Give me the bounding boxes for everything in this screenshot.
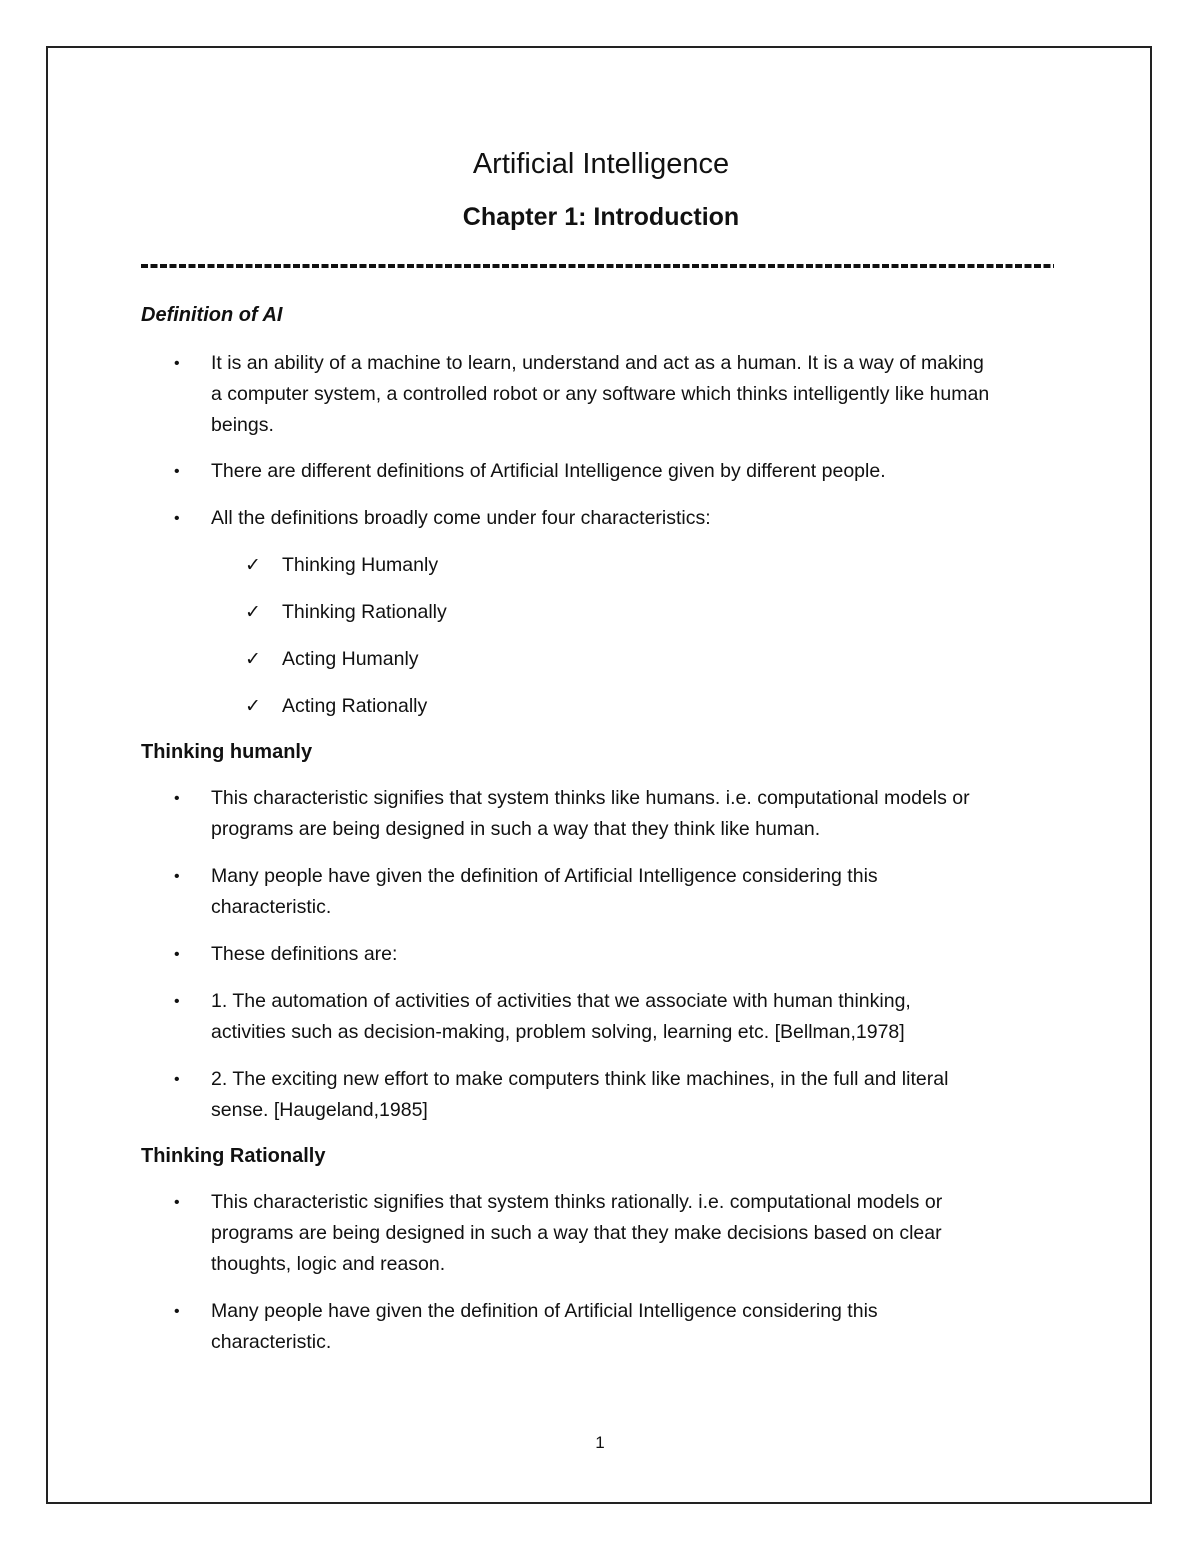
bullet-icon: • <box>174 1194 180 1211</box>
list-item <box>141 644 1061 675</box>
check-text: Acting Humanly <box>282 648 419 670</box>
definition-bullet-list <box>141 348 1061 534</box>
bullet-icon: • <box>174 355 180 372</box>
bullet-icon: • <box>174 1071 180 1088</box>
list-item <box>141 1064 991 1126</box>
bullet-text: All the definitions broadly come under four characteristics: <box>211 507 711 529</box>
check-text: Acting Rationally <box>282 695 428 717</box>
list-item <box>141 1187 991 1280</box>
list-item <box>141 939 1061 970</box>
checkmark-icon: ✓ <box>245 602 261 623</box>
chapter-name: Introduction <box>586 203 740 231</box>
document-title: Artificial Intelligence <box>472 148 730 180</box>
bullet-icon: • <box>174 868 180 885</box>
chapter-label: Chapter 1: <box>462 203 587 231</box>
checkmark-icon: ✓ <box>245 555 261 576</box>
list-item <box>141 783 991 845</box>
bullet-text: It is an ability of a machine to learn, understand and act as a human. It is a way of making a computer system, a controlled robot or any software which thinks intelligently like human beings. <box>211 352 990 436</box>
list-item <box>141 348 991 441</box>
bullet-icon: • <box>174 790 180 807</box>
bullet-icon: • <box>174 946 180 963</box>
bullet-text: 2. The exciting new effort to make computers think like machines, in the full and literal sense. [Haugeland,1985] <box>211 1068 949 1121</box>
check-text: Thinking Humanly <box>282 554 439 576</box>
chapter-title <box>141 196 1061 238</box>
thinking-humanly-bullet-list <box>141 783 1061 1126</box>
bullet-icon: • <box>174 510 180 527</box>
bullet-icon: • <box>174 993 180 1010</box>
dashed-separator <box>141 264 1054 268</box>
bullet-text: This characteristic signifies that system thinks rationally. i.e. computational models or programs are being designed in such a way that they make decisions based on clear thoughts, logic and reason. <box>211 1191 943 1275</box>
bullet-text: Many people have given the definition of Artificial Intelligence considering this characteristic. <box>211 1300 878 1353</box>
check-text: Thinking Rationally <box>282 601 447 623</box>
list-item <box>141 503 1061 534</box>
section-heading-definition: Definition of AI <box>141 304 283 326</box>
list-item <box>141 456 1061 487</box>
section-heading-thinking-humanly: Thinking humanly <box>141 741 313 763</box>
bullet-text: 1. The automation of activities of activities that we associate with human thinking, activities such as decision-making, problem solving, learning etc. [Bellman,1978] <box>211 990 911 1043</box>
list-item <box>141 597 1061 628</box>
page-number: 1 <box>595 1433 605 1452</box>
thinking-rationally-bullet-list <box>141 1187 1061 1358</box>
characteristics-check-list <box>141 550 1061 722</box>
list-item <box>141 861 991 923</box>
bullet-text: These definitions are: <box>211 943 398 965</box>
page-content <box>141 140 1061 1358</box>
list-item <box>141 691 1061 722</box>
list-item <box>141 986 991 1048</box>
bullet-text: There are different definitions of Artificial Intelligence given by different people. <box>211 460 886 482</box>
list-item <box>141 1296 991 1358</box>
checkmark-icon: ✓ <box>245 696 261 717</box>
bullet-icon: • <box>174 1303 180 1320</box>
bullet-icon: • <box>174 463 180 480</box>
list-item <box>141 550 1061 581</box>
bullet-text: Many people have given the definition of Artificial Intelligence considering this characteristic. <box>211 865 878 918</box>
bullet-text: This characteristic signifies that system thinks like humans. i.e. computational models or programs are being designed in such a way that they think like human. <box>211 787 970 840</box>
checkmark-icon: ✓ <box>245 649 261 670</box>
section-heading-thinking-rationally: Thinking Rationally <box>141 1145 326 1167</box>
